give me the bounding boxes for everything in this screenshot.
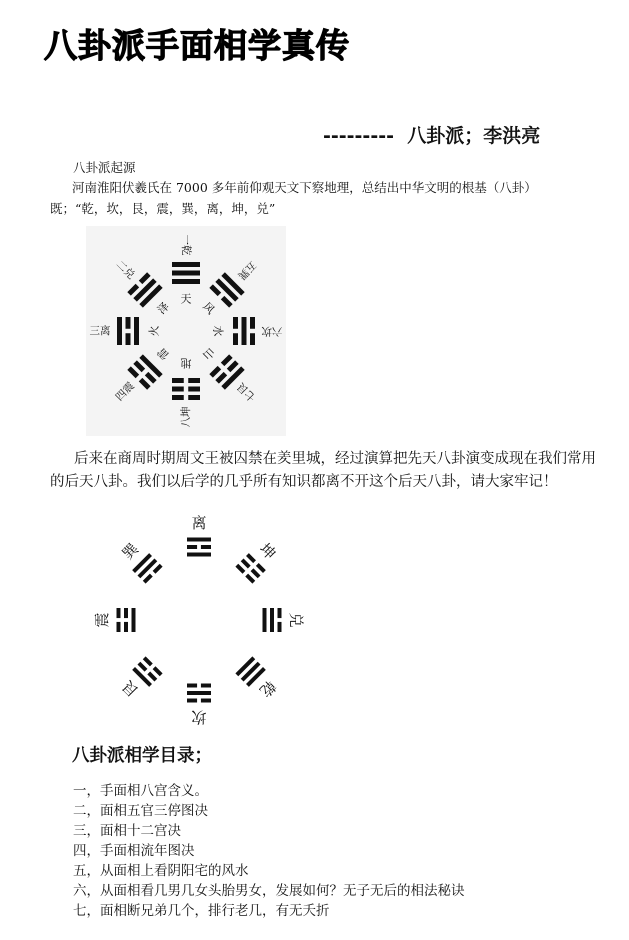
prenatal-trigram-symbol xyxy=(172,378,200,400)
prenatal-bagua-figure xyxy=(86,226,286,436)
prenatal-outer-label: 六坎 xyxy=(261,325,283,337)
postnatal-label: 坎 xyxy=(191,708,207,726)
toc-item: 二，面相五官三停图决 xyxy=(73,803,208,819)
postnatal-bagua-diagram xyxy=(86,512,326,732)
toc-item: 四，手面相流年图决 xyxy=(73,843,195,859)
postnatal-label: 兑 xyxy=(287,612,305,628)
prenatal-outer-label: 五巽 xyxy=(235,258,259,282)
postnatal-trigram-symbol xyxy=(187,684,211,703)
toc-heading: 八卦派相学目录； xyxy=(72,746,212,766)
prenatal-inner-label: 地 xyxy=(180,356,192,370)
prenatal-outer-label: 二兑 xyxy=(113,258,137,282)
postnatal-trigram-symbol xyxy=(117,608,136,632)
author-line: --------- 八卦派；李洪亮 xyxy=(323,125,541,147)
postnatal-label: 离 xyxy=(191,514,207,532)
toc-item: 七，面相断兄弟几个，排行老几，有无夭折 xyxy=(73,903,330,919)
toc-item: 一，手面相八宫含义。 xyxy=(73,783,208,799)
prenatal-inner-label: 天 xyxy=(180,292,192,306)
section-heading-origin: 八卦派起源 xyxy=(73,160,136,175)
prenatal-inner-label: 风 xyxy=(200,299,218,317)
prenatal-bagua-diagram xyxy=(86,226,286,436)
history-paragraph: 后来在商周时期周文王被囚禁在羑里城，经过演算把先天八卦演变成现在我们常用的后天八卦。我们以后学的几乎所有知识都离不开这个后天八卦，请大家牢记！ xyxy=(50,451,596,490)
prenatal-trigrams xyxy=(117,262,255,400)
toc-item: 三，面相十二宫决 xyxy=(73,823,181,839)
prenatal-outer-label: 三离 xyxy=(89,325,111,337)
postnatal-label: 乾 xyxy=(255,676,280,701)
prenatal-outer-label: 八坤 xyxy=(180,406,192,428)
postnatal-bagua-figure xyxy=(86,512,326,732)
prenatal-outer-label: 七艮 xyxy=(235,380,259,404)
prenatal-trigram-symbol xyxy=(172,262,200,284)
postnatal-label: 震 xyxy=(93,612,111,628)
postnatal-label: 巽 xyxy=(118,539,143,564)
prenatal-trigram-symbol xyxy=(233,317,255,345)
toc-list xyxy=(73,781,465,921)
prenatal-inner-label: 火 xyxy=(147,325,161,337)
prenatal-inner-labels xyxy=(147,293,226,371)
postnatal-trigram-symbol xyxy=(263,608,282,632)
toc-item: 六，从面相看几男几女头胎男女，发展如何？无子无后的相法秘诀 xyxy=(73,883,465,899)
postnatal-label: 艮 xyxy=(118,676,143,701)
prenatal-outer-label: 四震 xyxy=(113,380,137,404)
postnatal-trigram-symbol xyxy=(187,538,211,557)
document-title: 八卦派手面相学真传 xyxy=(44,26,350,65)
toc-item: 五，从面相上看阴阳宅的风水 xyxy=(73,863,249,879)
prenatal-inner-label: 泽 xyxy=(154,299,172,317)
postnatal-label: 坤 xyxy=(255,539,280,564)
postnatal-trigrams xyxy=(117,538,282,703)
prenatal-inner-label: 雷 xyxy=(154,345,172,363)
prenatal-trigram-symbol xyxy=(117,317,139,345)
prenatal-outer-label: 一乾 xyxy=(180,234,192,256)
prenatal-inner-label: 水 xyxy=(211,325,225,337)
origin-paragraph: 河南淮阳伏羲氏在 7000 多年前仰观天文下察地理，总结出中华文明的根基（八卦）既；“乾，坎，艮，震，巽，离，坤，兑” xyxy=(50,180,537,216)
prenatal-inner-label: 山 xyxy=(200,345,218,363)
